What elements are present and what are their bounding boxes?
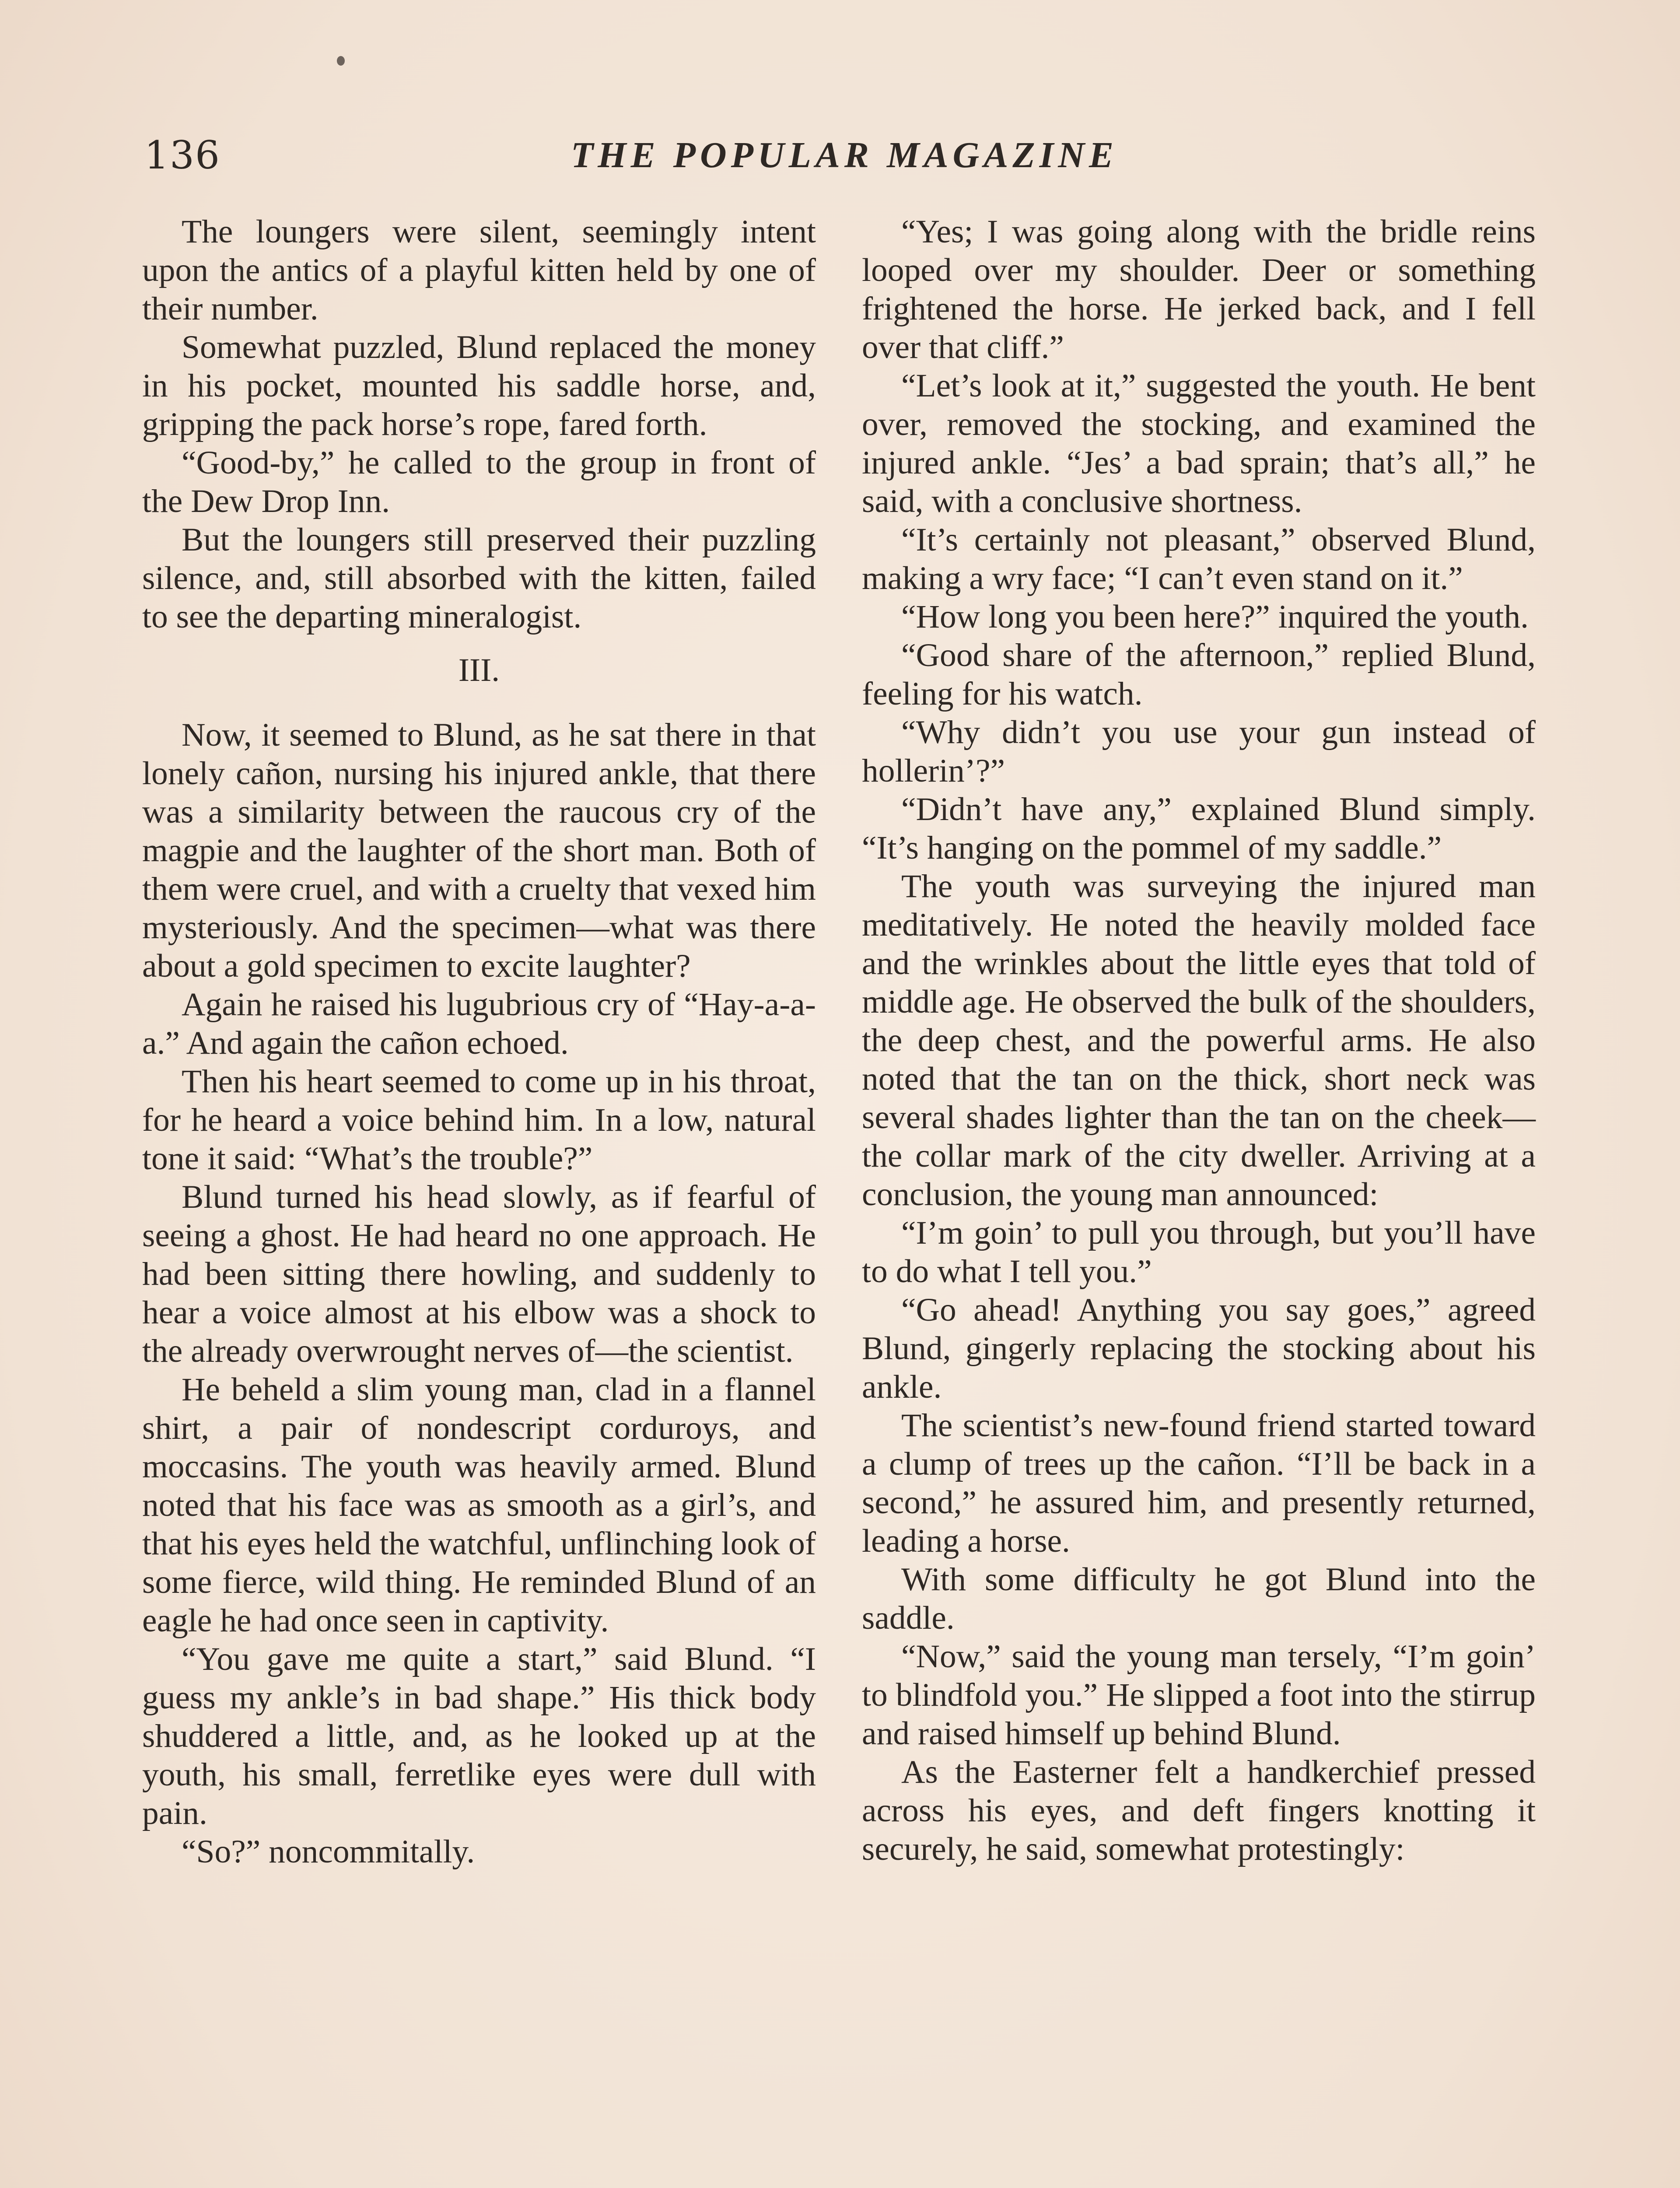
left-column [142, 213, 816, 1871]
paragraph: “You gave me quite a start,” said Blund. “I guess my ankle’s in bad shape.” His thick body shuddered a little, and, as he looked up at the youth, his small, ferretlike eyes were dull with pain. [142, 1641, 816, 1831]
paragraph: “Let’s look at it,” suggested the youth. He bent over, removed the stocking, and examined the injured ankle. “Jes’ a bad sprain; that’s all,” he said, with a conclusive shortness. [862, 368, 1536, 519]
paragraph: “So?” noncommitally. [182, 1834, 475, 1870]
paragraph: “Good share of the afternoon,” replied Blund, feeling for his watch. [862, 637, 1536, 712]
ink-speck [337, 56, 345, 66]
paragraph: Again he raised his lugubrious cry of “Hay-a-a-a.” And again the cañon echoed. [142, 986, 816, 1061]
paragraph: “Now,” said the young man tersely, “I’m goin’ to blindfold you.” He slipped a foot into the stirrup and raised himself up behind Blund. [862, 1638, 1536, 1752]
running-head: THE POPULAR MAGAZINE [570, 135, 1118, 175]
paragraph: “Yes; I was going along with the bridle reins looped over my shoulder. Deer or something frightened the horse. He jerked back, and I fell over that cliff.” [862, 214, 1536, 365]
paragraph: “It’s certainly not pleasant,” observed Blund, making a wry face; “I can’t even stand on it.” [862, 522, 1536, 596]
paragraph: “Why didn’t you use your gun instead of hollerin’?” [862, 714, 1536, 789]
section-heading: III. [458, 652, 500, 688]
paragraph: The loungers were silent, seemingly intent upon the antics of a playful kitten held by one of their number. [142, 214, 816, 327]
paragraph: “Go ahead! Anything you say goes,” agreed Blund, gingerly replacing the stocking about his ankle. [862, 1292, 1536, 1405]
paragraph: Blund turned his head slowly, as if fearful of seeing a ghost. He had heard no one approach. He had been sitting there howling, and suddenly to hear a voice almost at his elbow was a shock to the already overwrought nerves of—the scientist. [142, 1179, 816, 1369]
paragraph: With some difficulty he got Blund into the saddle. [862, 1561, 1536, 1636]
paragraph: The scientist’s new-found friend started toward a clump of trees up the cañon. “I’ll be back in a second,” he assured him, and presently returned, leading a horse. [862, 1407, 1536, 1559]
paragraph: But the loungers still preserved their puzzling silence, and, still absorbed with the kitten, failed to see the departing mineralogist. [142, 522, 816, 635]
paragraph: As the Easterner felt a handkerchief pressed across his eyes, and deft fingers knotting it securely, he said, somewhat protestingly: [862, 1754, 1536, 1867]
paragraph: “Good-by,” he called to the group in front of the Dew Drop Inn. [142, 445, 816, 519]
paragraph: “How long you been here?” inquired the youth. [901, 599, 1529, 635]
page-number: 136 [144, 133, 220, 178]
paragraph: The youth was surveying the injured man meditatively. He noted the heavily molded face and the wrinkles about the little eyes that told of middle age. He observed the bulk of the shoulders, the deep chest, and the powerful arms. He also noted that the tan on the thick, short neck was several shades lighter than the tan on the cheek—the collar mark of the city dweller. Arriving at a conclusion, the young man announced: [862, 868, 1536, 1213]
paragraph: Then his heart seemed to come up in his throat, for he heard a voice behind him. In a low, natural tone it said: “What’s the trouble?” [142, 1063, 816, 1177]
paragraph: Somewhat puzzled, Blund replaced the money in his pocket, mounted his saddle horse, and, gripping the pack horse’s rope, fared forth. [142, 329, 816, 442]
paragraph: “I’m goin’ to pull you through, but you’ll have to do what I tell you.” [862, 1215, 1536, 1290]
page-header [144, 131, 1544, 193]
paragraph: Now, it seemed to Blund, as he sat there in that lonely cañon, nursing his injured ankle, that there was a similarity between the raucous cry of the magpie and the laughter of the short man. Both of them were cruel, and with a cruelty that vexed him mysteriously. And the specimen—what was there about a gold specimen to excite laughter? [142, 717, 816, 984]
right-column [862, 213, 1536, 1869]
paragraph: “Didn’t have any,” explained Blund simply. “It’s hanging on the pommel of my saddle.” [862, 791, 1536, 866]
paragraph: He beheld a slim young man, clad in a flannel shirt, a pair of nondescript corduroys, and moccasins. The youth was heavily armed. Blund noted that his face was as smooth as a girl’s, and that his eyes held the watchful, unflinching look of some fierce, wild thing. He reminded Blund of an eagle he had once seen in captivity. [142, 1371, 816, 1639]
